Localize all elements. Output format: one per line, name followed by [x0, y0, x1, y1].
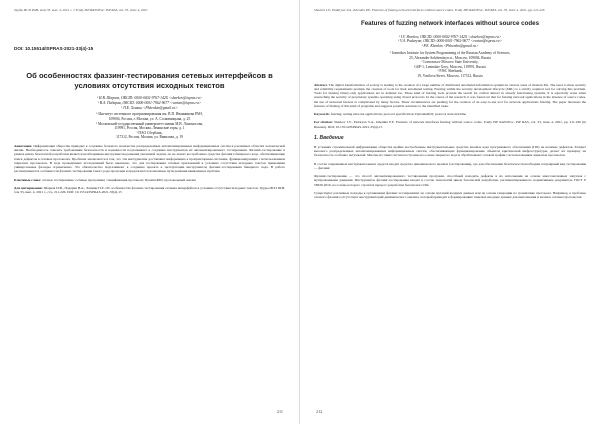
affiliation-line: ¹ Ivannikov Institute for System Programming of the Russian Academy of Sciences,: [389, 51, 511, 55]
affiliation-line: ¹ Институт системного программирования им. В.П. Иванникова РАН,: [96, 112, 203, 117]
keywords-text: сетевое тестирование; сетевые программы; спецификация протокола; DynamoRIO; протокольный анализ: [41, 177, 196, 182]
affiliation-line: 117312, Россия, Москва, ул. Вавилова, д. 19: [116, 135, 183, 140]
section-heading: 1. Введение: [314, 134, 344, 141]
affiliation-line: ² Lomonosov Moscow State University,: [421, 60, 479, 65]
authors-ru: [14, 96, 285, 110]
page-number: 212: [316, 409, 323, 414]
doi: DOI: 10.15514/ISPRAS-2021-33(4)-15: [14, 46, 94, 52]
affiliation-line: 19, Vavilova Street, Moscow, 117312, Russia: [417, 73, 483, 78]
citation-en: [314, 120, 586, 129]
running-header: Sharkov I.V., Padaryan V.A., Khenkin P.E. Features of fuzzing network interfaces without source codes. Trudy ISP RAN/Proc. ISP RAS, vol. 33, issue 4, 2021, pp. 211-226: [314, 8, 545, 12]
citation-text: Шарков И.В., Падарян В.А., Хенкин П.Е. Об особенностях фаззинг-тестирования сетевых интерфейсов в условиях отсутствия исходных текстов. Труды ИСП РАН, том 33, вып. 4, 2021 г., стр. 211-226. DOI: 10.15514/ISPRAS-2021-33(4)-15: [14, 185, 285, 195]
body-paragraph: В условиях стремительной цифровизации общества крайне востребованы инструментальные средства анализа кода программного обеспечения (ПО) на наличие дефектов. Расцвет высокого распределенных автоматизированных информационных систем, обеспечивающих функционирование объектов критической инфраструктуры, делает их проверку на безопасность особенно актуальной. Многие из таких систем построены на основе закрытого кода и обрабатывают сетевой трафик с использованием закрытых протоколов.: [314, 144, 586, 158]
abstract-ru: [14, 144, 285, 174]
abstract-text: The digital transformation of society is leading to the creation of a large number of distributed automated information systems in various areas of modern life. The need to meet security and reliability requirements prompts the creation of tools for their automated testing. Fuzzing within the security development lifecycle (SDL) is a strictly required tool for solving this problem. Tools for fuzzing binary-only applications are in demand too. These kind of fuzzing tools provide the search for critical defects in already functioning systems. It is especially acute when researching the security of proprietary systems operating using closed protocols. In the course of the research, it was found out that for fuzzing network applications in the absence of source codes, the use of universal fuzzers is complicated by many factors. These circumstances are pushing for the creation of an easy-to-use tool for network applications fuzzing. The paper discusses the features of fuzzing of this kind of programs and suggests possible solutions to the identified tasks.: [314, 82, 586, 108]
keywords-ru: [14, 178, 285, 182]
citation-ru: [14, 186, 285, 195]
author-line: ¹ I.V. Sharkov, ORCID: 0000-0002-9767-142X <sharkov@ispras.ru>: [398, 34, 502, 39]
citation-label: Для цитирования:: [14, 185, 43, 190]
abstract-en: [314, 83, 586, 109]
page-number: 211: [276, 409, 283, 414]
author-line: ¹ V.A. Padaryan, ORCID: 0000-0001-7962-9677 <vartan@ispras.ru>: [398, 39, 502, 44]
author-line: ¹ И.В. Шарков, ORCID: 0000-0002-9767-142X <sharkov@ispras.ru>: [96, 96, 203, 101]
citation-text: Sharkov I.V., Padaryan V.A., Khenkin P.E. Features of network interfaces fuzzing without source codes. Trudy ISP RAN/Proc. ISP RAS, vol. 33, issue 4, 2021, pp. 211-226 (in Russian). DOI: 10.15514/ISPRAS-2021-33(4)-15: [314, 120, 586, 129]
keywords-text: fuzzing; testing network applications; protocol specification; DynamoRIO; protocol state machine: [330, 112, 466, 117]
author-line: ¹ P.E. Khenkin <Phhenkin@gmail.ru>: [421, 44, 479, 49]
affiliation-line: ³ ПАО Сбербанк,: [136, 130, 163, 135]
right-page: [300, 0, 600, 424]
affiliations-en: [314, 51, 586, 79]
affiliation-line: ² Московский государственный университет имени М.В. Ломоносова,: [96, 121, 203, 126]
body-paragraph: В состав современных инструментальных средств входит средство динамического анализа (тестирования), где для обеспечения безопасности необходим популярный вид тестирования — фаззинг.: [314, 161, 586, 170]
abstract-label: Аннотация.: [14, 143, 33, 148]
body-paragraph: Существуют различные подходы к организации фаззинг-тестирования: на основе мутаций входных данных или на основе генерации по грамматике протокола. Например, в проблеме сетевого фаззинга отсутствует инструментарий динамического анализа, который приводит к формированию тяжелых входных данных для выполнения и анализа сетевых протоколов.: [314, 190, 586, 200]
keywords-en: [314, 112, 586, 116]
abstract-text: Цифровизация общества приводит к созданию большого количества распределенных автоматизированных информационных систем в различных областях человеческой жизни. Необходимость отвечать требованиям безопасности и надежности подталкивает к созданию инструментов их автоматизированного тестирования. Фаззинг-тестирование в рамках цикла безопасной разработки является необходимым инструментом решения указанной задачи, но не может востребовано средства фаззинга бинарного кода, обеспечивающие поиск дефектов в сетевых протоколах. Проблема заключается в том, что эти инструменты доставляют информацию к проприетарным системам, функционирующих с использованием закрытых протоколов. В ходе проведённых исследований было выяснено, что для тестирования сетевых приложений в условиях отсутствия исходных текстов применимы универсальные фаззеры ограниченно. Это обязательство подталкивает к созданию проекта к эксплуатации инструментов фаззинг-тестирования бинарного кода. В работе рассматриваются особенности фаззинг-тестирования такого рода программ и предлагаются возможные пути решения выявленных проблем.: [14, 143, 285, 174]
keywords-label: Keywords:: [314, 112, 331, 117]
author-line: ¹ В.А. Падарян, ORCID: 0000-0001-7962-9677 <vartan@ispras.ru>: [97, 100, 202, 105]
running-header: Труды ИСП РАН, том 33, вып. 4, 2021 г. // Trudy ISP RAN/Proc. ISP RAS, vol. 33, issue 4, 2021: [14, 8, 148, 12]
body-paragraph: Фаззинг-тестирование — это способ автоматизированного тестирования программ, способный находить дефекты в их исполнении на основе многочисленных запусков с мутированными данными. Инструменты фаззинг-тестирования входят в состав технологий цикла безопасной разработки, регламентированного нормативным документом ГОСТ Р 56939-2016, на основе которого строится процесс разработки безопасного ПО.: [314, 174, 586, 187]
abstract-label: Abstract.: [314, 82, 328, 87]
affiliation-line: 25, Alexander Solzhenitsyn st., Moscow, 109004, Russia: [409, 55, 491, 60]
affiliation-line: 109004, Россия, г. Москва, ул. А. Солженицына, д. 25: [108, 117, 191, 121]
article-title-ru: Об особенностях фаззинг-тестирования сетевых интерфейсов в условиях отсутствия исходных текстов: [26, 71, 273, 90]
keywords-label: Ключевые слова:: [14, 177, 42, 182]
affiliation-line: 119991, Россия, Москва, Ленинские горы, д. 1: [114, 126, 185, 131]
citation-label: For citation:: [314, 120, 333, 125]
affiliation-line: ³ PJSC Sberbank,: [437, 69, 463, 74]
authors-en: [314, 35, 586, 49]
article-title-en: Features of fuzzing network interfaces without source codes: [360, 20, 540, 28]
affiliation-line: GSP-1, Leninskie Gory, Moscow, 119991, Russia: [414, 64, 486, 69]
affiliations-ru: [14, 112, 285, 140]
author-line: ¹ П.Е. Хенкин <Phhenkin@gmail.ru>: [121, 105, 178, 110]
